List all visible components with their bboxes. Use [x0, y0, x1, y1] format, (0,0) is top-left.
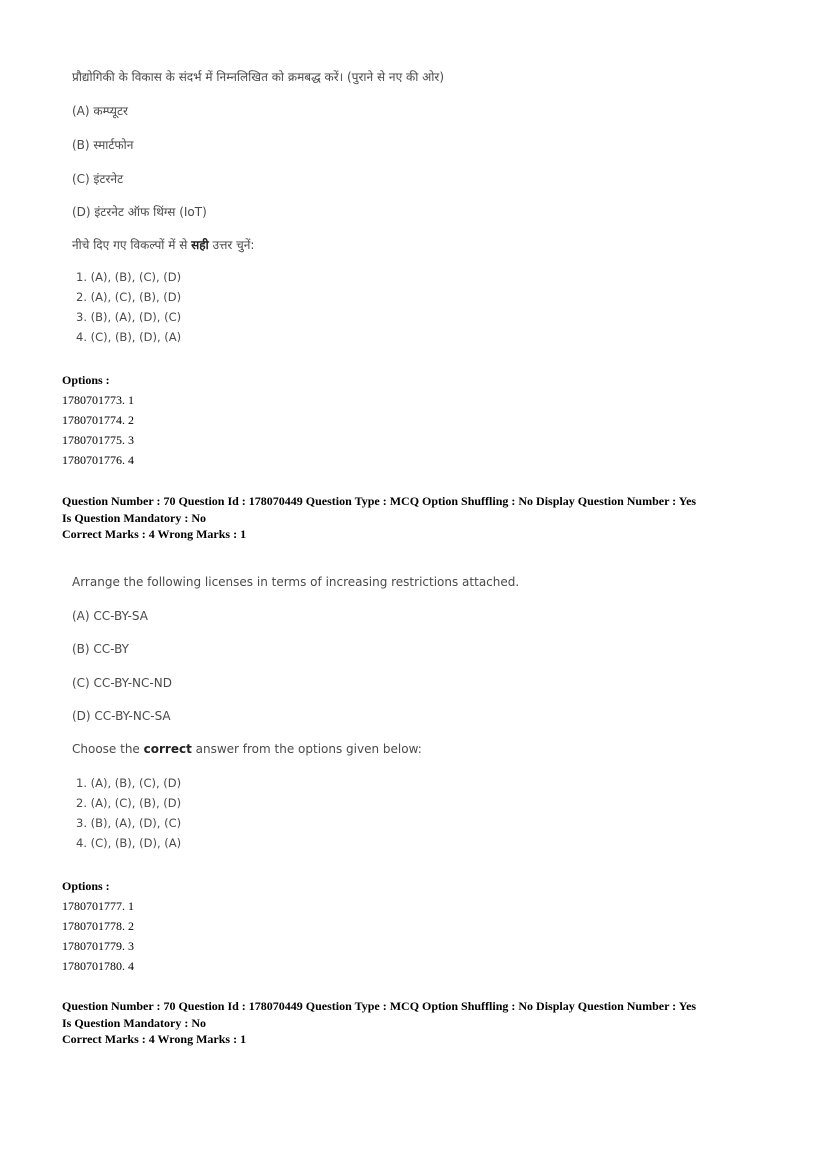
options-list: [62, 876, 134, 976]
question-item-a: (A) कम्प्यूटर: [72, 104, 128, 118]
answer-choice-4: 4. (C), (B), (D), (A): [76, 836, 182, 850]
answer-choice-4: 4. (C), (B), (D), (A): [76, 330, 182, 344]
option-item: 1780701778. 2: [62, 919, 134, 933]
option-item: 1780701777. 1: [62, 899, 134, 913]
answer-choice-3: 3. (B), (A), (D), (C): [76, 816, 182, 830]
question-item-b: (B) CC-BY: [72, 642, 129, 656]
question-mandatory: Is Question Mandatory : No: [62, 510, 207, 525]
instruction-emphasis: सही: [191, 238, 209, 252]
question-meta-line: Question Number : 70 Question Id : 178070449 Question Type : MCQ Option Shuffling : No Display Question Number : Yes: [62, 999, 697, 1013]
question-item-d: (D) CC-BY-NC-SA: [72, 709, 171, 723]
question-item-d: (D) इंटरनेट ऑफ थिंग्स (IoT): [72, 205, 207, 219]
question-marks: Correct Marks : 4 Wrong Marks : 1: [62, 1032, 247, 1046]
answer-choice-2: 2. (A), (C), (B), (D): [76, 290, 182, 304]
question-marks: Correct Marks : 4 Wrong Marks : 1: [62, 527, 247, 541]
question-instruction: नीचे दिए गए विकल्पों में से सही उत्तर चुनें:: [72, 238, 255, 252]
option-item: 1780701774. 2: [62, 413, 134, 427]
question-meta: [62, 998, 802, 1048]
answer-choice-2: 2. (A), (C), (B), (D): [76, 796, 182, 810]
question-stem: Arrange the following licenses in terms of increasing restrictions attached.: [72, 575, 520, 589]
answer-choice-1: 1. (A), (B), (C), (D): [76, 776, 182, 790]
question-item-c: (C) इंटरनेट: [72, 172, 124, 186]
question-item-c: (C) CC-BY-NC-ND: [72, 676, 172, 690]
answer-choice-1: 1. (A), (B), (C), (D): [76, 270, 182, 284]
option-item: 1780701775. 3: [62, 433, 134, 447]
options-label: Options :: [62, 879, 110, 893]
option-item: 1780701776. 4: [62, 453, 134, 467]
question-mandatory: Is Question Mandatory : No: [62, 1015, 207, 1030]
question-stem: प्रौद्योगिकी के विकास के संदर्भ में निम्नलिखित को क्रमबद्ध करें। (पुराने से नए की ओर): [72, 70, 445, 84]
options-label: Options :: [62, 373, 110, 387]
question-item-a: (A) CC-BY-SA: [72, 609, 148, 623]
question-instruction: Choose the correct answer from the options given below:: [72, 742, 422, 756]
option-item: 1780701779. 3: [62, 939, 134, 953]
answer-choice-3: 3. (B), (A), (D), (C): [76, 310, 182, 324]
option-item: 1780701773. 1: [62, 393, 134, 407]
option-item: 1780701780. 4: [62, 959, 134, 973]
options-list: [62, 370, 134, 470]
instruction-emphasis: correct: [143, 742, 192, 756]
question-item-b: (B) स्मार्टफोन: [72, 138, 134, 152]
question-meta-line: Question Number : 70 Question Id : 178070449 Question Type : MCQ Option Shuffling : No Display Question Number : Yes: [62, 494, 697, 508]
question-meta: [62, 493, 802, 543]
